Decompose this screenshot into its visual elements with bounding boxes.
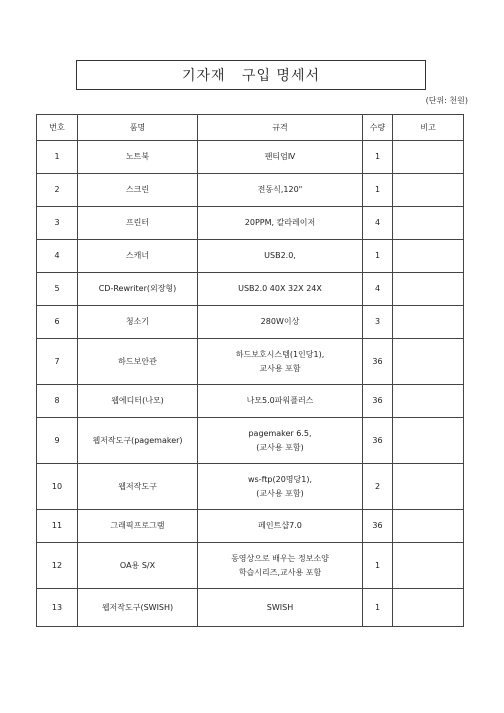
- cell-no: 7: [37, 339, 78, 385]
- cell-note: [393, 589, 464, 627]
- cell-spec: [198, 589, 363, 627]
- cell-note: [393, 240, 464, 273]
- cell-spec: [198, 174, 363, 207]
- table-row: [37, 174, 464, 207]
- cell-note: [393, 510, 464, 543]
- cell-qty: 3: [363, 306, 393, 339]
- cell-item: CD-Rewriter(외장형): [78, 273, 198, 306]
- spec-line: 20PPM, 칼라레이저: [244, 218, 316, 227]
- spec-line: 페인트샵7.0: [258, 521, 302, 530]
- table-row: [37, 240, 464, 273]
- header-spec: 규격: [198, 115, 363, 141]
- cell-item: 스캐너: [78, 240, 198, 273]
- cell-qty: 1: [363, 589, 393, 627]
- spec-line: USB2.0,: [264, 251, 296, 260]
- cell-item: 프린터: [78, 207, 198, 240]
- cell-no: 13: [37, 589, 78, 627]
- spec-line: 280W이상: [260, 317, 300, 326]
- cell-spec: [198, 418, 363, 464]
- cell-no: 10: [37, 464, 78, 510]
- cell-item: 웹저작도구(SWISH): [78, 589, 198, 627]
- cell-item: 그래픽프로그램: [78, 510, 198, 543]
- cell-item: 노트북: [78, 141, 198, 174]
- spec-line: SWISH: [266, 602, 294, 612]
- header-qty: 수량: [363, 115, 393, 141]
- cell-spec: [198, 339, 363, 385]
- header-item: 품명: [78, 115, 198, 141]
- cell-qty: 4: [363, 273, 393, 306]
- cell-note: [393, 543, 464, 589]
- cell-spec: [198, 464, 363, 510]
- cell-note: [393, 339, 464, 385]
- table-body: [37, 141, 464, 627]
- cell-qty: 36: [363, 385, 393, 418]
- cell-no: 8: [37, 385, 78, 418]
- purchase-spec-table: [36, 114, 464, 627]
- header-row: [37, 115, 464, 141]
- table-row: [37, 339, 464, 385]
- cell-item: OA용 S/X: [78, 543, 198, 589]
- table-row: [37, 589, 464, 627]
- cell-qty: 1: [363, 543, 393, 589]
- cell-no: 12: [37, 543, 78, 589]
- cell-qty: 36: [363, 510, 393, 543]
- cell-item: 하드보안관: [78, 339, 198, 385]
- cell-spec: [198, 141, 363, 174]
- spec-line: USB2.0 40X 32X 24X: [238, 284, 322, 293]
- cell-qty: 36: [363, 339, 393, 385]
- cell-spec: [198, 240, 363, 273]
- cell-spec: [198, 306, 363, 339]
- spec-line: 동영상으로 배우는 정보소양: [231, 553, 329, 563]
- cell-item: 웹저작도구(pagemaker): [78, 418, 198, 464]
- cell-item: 웹에디터(나모): [78, 385, 198, 418]
- table-row: [37, 464, 464, 510]
- spec-line: (교사용 포함): [256, 488, 304, 498]
- spec-line: 팬티엄Ⅳ: [264, 152, 296, 161]
- cell-no: 2: [37, 174, 78, 207]
- cell-note: [393, 464, 464, 510]
- cell-spec: [198, 207, 363, 240]
- cell-no: 3: [37, 207, 78, 240]
- cell-no: 4: [37, 240, 78, 273]
- cell-note: [393, 207, 464, 240]
- cell-no: 11: [37, 510, 78, 543]
- table-row: [37, 543, 464, 589]
- header-note: 비고: [393, 115, 464, 141]
- cell-qty: 2: [363, 464, 393, 510]
- cell-note: [393, 174, 464, 207]
- cell-item: 웹저작도구: [78, 464, 198, 510]
- spec-line: 하드보호시스템(1인당1),: [235, 349, 325, 359]
- cell-no: 1: [37, 141, 78, 174]
- spec-line: (교사용 포함): [256, 442, 304, 452]
- spec-line: 전동식,120": [257, 185, 303, 194]
- cell-spec: [198, 543, 363, 589]
- spec-line: 나모5.0파워플러스: [246, 396, 314, 405]
- cell-item: 청소기: [78, 306, 198, 339]
- cell-note: [393, 418, 464, 464]
- header-no: 번호: [37, 115, 78, 141]
- cell-no: 5: [37, 273, 78, 306]
- cell-spec: [198, 273, 363, 306]
- cell-no: 9: [37, 418, 78, 464]
- cell-qty: 1: [363, 174, 393, 207]
- spec-line: 학습시리즈,교사용 포함: [238, 567, 322, 577]
- table-row: [37, 510, 464, 543]
- spec-line: 교사용 포함: [259, 363, 301, 373]
- table-row: [37, 418, 464, 464]
- unit-note: (단위: 천원): [425, 96, 468, 105]
- cell-qty: 4: [363, 207, 393, 240]
- table-header: [37, 115, 464, 141]
- table-row: [37, 207, 464, 240]
- cell-note: [393, 273, 464, 306]
- cell-no: 6: [37, 306, 78, 339]
- spec-line: ws-ftp(20명당1),: [248, 474, 312, 484]
- cell-qty: 1: [363, 141, 393, 174]
- spec-line: pagemaker 6.5,: [248, 428, 312, 438]
- cell-note: [393, 385, 464, 418]
- table-row: [37, 273, 464, 306]
- document-title: 기자재 구입 명세서: [76, 60, 426, 90]
- cell-item: 스크린: [78, 174, 198, 207]
- cell-qty: 36: [363, 418, 393, 464]
- table-row: [37, 141, 464, 174]
- cell-spec: [198, 510, 363, 543]
- table-row: [37, 306, 464, 339]
- cell-note: [393, 306, 464, 339]
- cell-spec: [198, 385, 363, 418]
- cell-note: [393, 141, 464, 174]
- cell-qty: 1: [363, 240, 393, 273]
- table-row: [37, 385, 464, 418]
